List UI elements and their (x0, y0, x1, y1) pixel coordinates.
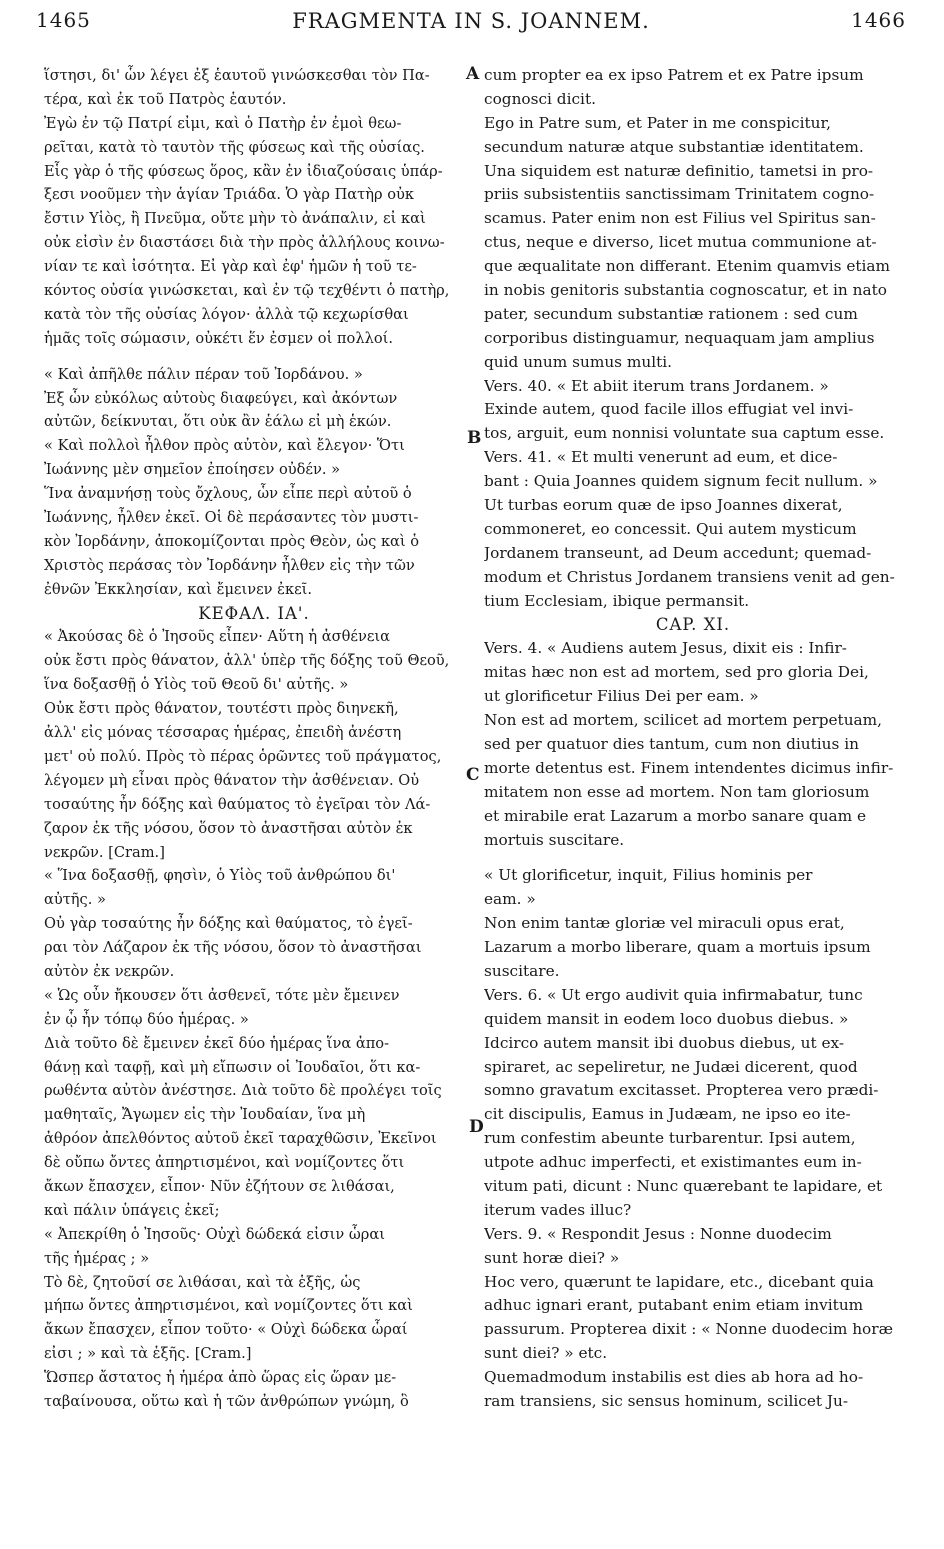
greek-text-line: « Ἀκούσας δὲ ὁ Ἰησοῦς εἶπεν· Αὕτη ἡ ἀσθένεια (44, 628, 390, 646)
latin-text-line: eam. » (484, 890, 536, 909)
greek-text-line: Ἐξ ὧν εὐκόλως αὐτοὺς διαφεύγει, καὶ ἀκόντων (44, 389, 398, 407)
running-title: FRAGMENTA IN S. JOANNEM. (292, 9, 650, 33)
latin-text-line: quidem mansit in eodem loco duobus diebus. » (484, 1009, 849, 1028)
greek-text-line: οὐκ εἰσὶν ἐν διαστάσει διὰ τὴν πρὸς ἀλλήλους κοινω- (44, 234, 445, 252)
greek-text-line: ἄκων ἔπασχεν, εἶπον τοῦτο· « Οὐχὶ δώδεκα ὧραί (44, 1321, 408, 1339)
greek-text-line: Οὐ γὰρ τοσαύτης ἦν δόξης καὶ θαύματος, τὸ ἐγεῖ- (44, 915, 413, 933)
greek-text-line: Διὰ τοῦτο δὲ ἔμεινεν ἐκεῖ δύο ἡμέρας ἵνα ἀπο- (44, 1034, 390, 1052)
latin-text-line: que æqualitate non differant. Etenim quamvis etiam (484, 257, 891, 276)
greek-text-line: ἀλλ' εἰς μόνας τέσσαρας ἡμέρας, ἐπειδὴ ἀνέστη (44, 724, 402, 742)
latin-text-line: Vers. 41. « Et multi venerunt ad eum, et dice- (484, 448, 838, 467)
latin-text-line: ut glorificetur Filius Dei per eam. » (484, 687, 759, 706)
greek-text-line: κόντος οὐσία γινώσκεται, καὶ ἐν τῷ τεχθέντι ὁ πατὴρ, (44, 282, 450, 300)
latin-text-line: Non enim tantæ gloriæ vel miraculi opus erat, (484, 914, 845, 933)
latin-text-line: Jordanem transeunt, ad Deum accedunt; quemad- (484, 543, 872, 562)
margin-marker-c: C (466, 765, 480, 785)
margin-marker-d: D (469, 1117, 484, 1137)
latin-text-line: cognosci dicit. (484, 89, 596, 108)
greek-text-line: ραι τὸν Λάζαρον ἐκ τῆς νόσου, ὅσον τὸ ἀναστῆσαι (44, 939, 422, 957)
latin-text-line: Hoc vero, quærunt te lapidare, etc., dicebant quia (484, 1272, 874, 1291)
greek-text-line: ζαρον ἐκ τῆς νόσου, ὅσον τὸ ἀναστῆσαι αὐτὸν ἐκ (44, 819, 413, 837)
latin-text-line: Vers. 6. « Ut ergo audivit quia infirmabatur, tunc (484, 985, 863, 1004)
page-header (36, 8, 906, 38)
latin-text-line: rum confestim abeunte turbarentur. Ipsi autem, (484, 1129, 856, 1148)
latin-text-line: Una siquidem est naturæ definitio, tametsi in pro- (484, 161, 874, 180)
latin-text-line: quid unum sumus multi. (484, 352, 673, 371)
greek-text-line: νίαν τε καὶ ἰσότητα. Εἰ γὰρ καὶ ἐφ' ἡμῶν ἡ τοῦ τε- (44, 258, 417, 276)
greek-text-line: ξεσι νοοῦμεν τὴν ἁγίαν Τριάδα. Ὁ γὰρ Πατὴρ οὐκ (44, 186, 414, 204)
latin-text-line: CAP. XI. (655, 615, 731, 635)
greek-text-line: ἵστησι, δι' ὧν λέγει ἐξ ἑαυτοῦ γινώσκεσθαι τὸν Πα- (44, 67, 430, 84)
greek-text-line: αὐτῶν, δείκνυται, ὅτι οὐκ ἂν ἑάλω εἰ μὴ ἑκών. (44, 413, 392, 431)
greek-text-line: « Ὡς οὖν ἤκουσεν ὅτι ἀσθενεῖ, τότε μὲν ἔμεινεν (44, 986, 400, 1004)
latin-text-line: iterum vades illuc? (484, 1200, 632, 1219)
margin-marker-a: A (466, 64, 480, 84)
greek-text-line: Τὸ δὲ, ζητοῦσί σε λιθάσαι, καὶ τὰ ἑξῆς, ὡς (44, 1273, 361, 1291)
latin-text-line: utpote adhuc imperfecti, et existimantes eum in- (484, 1153, 862, 1172)
greek-text-line: ταβαίνουσα, οὕτω καὶ ἡ τῶν ἀνθρώπων γνώμη, ὃ (44, 1392, 409, 1410)
greek-text-line: θάνῃ καὶ ταφῇ, καὶ μὴ εἴπωσιν οἱ Ἰουδαῖοι, ὅτι κα- (44, 1058, 421, 1076)
latin-text-line: morte detentus est. Finem intendentes dicimus infir- (484, 758, 894, 777)
latin-text-line: Idcirco autem mansit ibi duobus diebus, ut ex- (484, 1033, 845, 1052)
greek-text-line: μαθηταῖς, Ἄγωμεν εἰς τὴν Ἰουδαίαν, ἵνα μὴ (44, 1106, 366, 1124)
latin-text-line: et mirabile erat Lazarum a morbo sanare quam e (484, 806, 867, 825)
greek-text-line: « Ἀπεκρίθη ὁ Ἰησοῦς· Οὐχὶ δώδεκά εἰσιν ὧραι (44, 1225, 385, 1243)
greek-text-line: μήπω ὄντες ἀπηρτισμένοι, καὶ νομίζοντες ὅτι καὶ (44, 1297, 413, 1315)
latin-text-line: in nobis genitoris substantia cognoscatur, et in nato (484, 281, 887, 300)
margin-marker-b: B (467, 428, 482, 448)
latin-text-line: sunt horæ diei? » (484, 1248, 620, 1267)
latin-text-line: secundum naturæ atque substantiæ identitatem. (484, 137, 864, 156)
greek-text-line: αὐτῆς. » (44, 891, 106, 909)
latin-text-line: modum et Christus Jordanem transiens venit ad gen- (484, 567, 895, 586)
greek-text-line: νεκρῶν. [Cram.] (44, 843, 165, 861)
latin-text-line: Vers. 40. « Et abiit iterum trans Jordanem. » (484, 376, 829, 395)
page-number-right: 1466 (851, 8, 906, 32)
greek-text-line (44, 351, 464, 363)
latin-text-line: corporibus distinguamur, nequaquam jam amplius (484, 328, 875, 347)
latin-text-line: spiraret, ac sepeliretur, ne Judæi dicerent, quod (484, 1057, 858, 1076)
latin-text-line: Ut turbas eorum quæ de ipso Joannes dixerat, (484, 496, 843, 515)
latin-text-line: sed per quatuor dies tantum, cum non diutius in (484, 734, 859, 753)
greek-column (44, 64, 464, 1414)
greek-text-line: Ἵνα ἀναμνήσῃ τοὺς ὄχλους, ὧν εἶπε περὶ αὐτοῦ ὁ (44, 485, 412, 503)
latin-text-line: priis subsistentiis sanctissimam Trinitatem cogno- (484, 185, 875, 204)
greek-text-line: οὐκ ἔστι πρὸς θάνατον, ἀλλ' ὑπὲρ τῆς δόξης τοῦ Θεοῦ, (44, 652, 450, 670)
greek-text-line: Οὐκ ἔστι πρὸς θάνατον, τουτέστι πρὸς διηνεκῆ, (44, 700, 399, 718)
latin-text-line: tium Ecclesiam, ibique permansit. (484, 591, 750, 610)
greek-text-line: τέρα, καὶ ἐκ τοῦ Πατρὸς ἑαυτόν. (44, 90, 287, 108)
greek-text-line: ἄκων ἔπασχεν, εἶπον· Νῦν ἐζήτουν σε λιθάσαι, (44, 1177, 395, 1195)
latin-text-line: Ego in Patre sum, et Pater in me conspicitur, (484, 113, 831, 132)
latin-text-line (484, 852, 902, 864)
latin-text-line: scamus. Pater enim non est Filius vel Spiritus san- (484, 209, 876, 228)
greek-text-line: « Ἵνα δοξασθῇ, φησὶν, ὁ Υἱὸς τοῦ ἀνθρώπου δι' (44, 867, 396, 885)
latin-text-line: tos, arguit, eum nonnisi voluntate sua captum esse. (484, 424, 885, 443)
greek-text-line: λέγομεν μὴ εἶναι πρὸς θάνατον τὴν ἀσθένειαν. Οὐ (44, 771, 420, 789)
greek-text-line: Εἷς γὰρ ὁ τῆς φύσεως ὅρος, κἂν ἐν ἰδιαζούσαις ὑπάρ- (44, 162, 443, 180)
latin-text-line: suscitare. (484, 961, 560, 980)
greek-text-line: ἡμᾶς τοῖς σώμασιν, οὐκέτι ἕν ἐσμεν οἱ πολλοί. (44, 329, 393, 347)
latin-text-line: Non est ad mortem, scilicet ad mortem perpetuam, (484, 711, 883, 730)
latin-text-line: mortuis suscitare. (484, 830, 625, 849)
greek-text-line: « Καὶ πολλοὶ ἦλθον πρὸς αὐτὸν, καὶ ἔλεγον· Ὅτι (44, 437, 405, 455)
greek-text-line: Ἐγὼ ἐν τῷ Πατρί εἰμι, καὶ ὁ Πατὴρ ἐν ἐμοὶ θεω- (44, 114, 402, 132)
latin-text-line: mitatem non esse ad mortem. Non tam gloriosum (484, 782, 870, 801)
greek-text-line: τοσαύτης ἦν δόξης καὶ θαύματος τὸ ἐγεῖραι τὸν Λά- (44, 795, 431, 813)
latin-column (484, 64, 902, 1414)
greek-text-line: κὸν Ἰορδάνην, ἀποκομίζονται πρὸς Θεὸν, ὡς καὶ ὁ (44, 532, 420, 550)
greek-text-line: ΚΕΦΑΛ. ΙΑ'. (198, 603, 310, 623)
greek-text-line: Ἰωάννης μὲν σημεῖον ἐποίησεν οὐδέν. » (44, 461, 341, 479)
latin-text-line: ctus, neque e diverso, licet mutua communione at- (484, 233, 877, 252)
greek-text-line: ἐθνῶν Ἐκκλησίαν, καὶ ἔμεινεν ἐκεῖ. (44, 580, 313, 598)
latin-text-line: Vers. 4. « Audiens autem Jesus, dixit eis : Infir- (484, 639, 847, 658)
greek-text-line: ἀθρόον ἀπελθόντος αὐτοῦ ἐκεῖ ταραχθῶσιν, Ἐκεῖνοι (44, 1130, 437, 1148)
latin-text-line: pater, secundum substantiæ rationem : sed cum (484, 304, 858, 323)
greek-text-line: Χριστὸς περάσας τὸν Ἰορδάνην ἦλθεν εἰς τὴν τῶν (44, 556, 415, 574)
latin-text-line: ram transiens, sic sensus hominum, scilicet Ju- (484, 1391, 849, 1410)
greek-text-line: ἔστιν Υἱὸς, ἢ Πνεῦμα, οὔτε μὴν τὸ ἀνάπαλιν, εἰ καὶ (44, 210, 426, 228)
latin-text-line: cit discipulis, Eamus in Judæam, ne ipso eo ite- (484, 1105, 851, 1124)
greek-text-line: τῆς ἡμέρας ; » (44, 1249, 150, 1267)
latin-text-line: somno gravatum excitasset. Propterea vero prædi- (484, 1081, 879, 1100)
latin-text-line: Quemadmodum instabilis est dies ab hora ad ho- (484, 1368, 864, 1387)
greek-text-line: κατὰ τὸν τῆς οὐσίας λόγον· ἀλλὰ τῷ κεχωρίσθαι (44, 305, 409, 323)
latin-text-line: adhuc ignari erant, putabant enim etiam invitum (484, 1296, 864, 1315)
greek-text-line: καὶ πάλιν ὑπάγεις ἐκεῖ; (44, 1201, 220, 1219)
greek-text-line: αὐτὸν ἐκ νεκρῶν. (44, 962, 175, 980)
page-number-left: 1465 (36, 8, 91, 32)
greek-text-line: ἵνα δοξασθῇ ὁ Υἱὸς τοῦ Θεοῦ δι' αὐτῆς. » (44, 676, 349, 694)
greek-text-line: ρωθέντα αὐτὸν ἀνέστησε. Διὰ τοῦτο δὲ προλέγει τοῖς (44, 1082, 442, 1100)
greek-text-line: μετ' οὐ πολύ. Πρὸς τὸ πέρας ὁρῶντες τοῦ πράγματος, (44, 747, 442, 765)
greek-text-line: δὲ οὔπω ὄντες ἀπηρτισμένοι, καὶ νομίζοντες ὅτι (44, 1154, 405, 1172)
greek-text-line: Ὥσπερ ἄστατος ἡ ἡμέρα ἀπὸ ὥρας εἰς ὥραν με- (44, 1369, 397, 1387)
greek-text-line: ἐν ᾧ ἦν τόπῳ δύο ἡμέρας. » (44, 1010, 249, 1028)
latin-text-line: sunt diei? » etc. (484, 1344, 608, 1363)
latin-text-line: bant : Quia Joannes quidem signum fecit nullum. » (484, 472, 878, 491)
latin-text-line: vitum pati, dicunt : Nunc quærebant te lapidare, et (484, 1176, 883, 1195)
greek-text-line: Ἰωάννης, ἦλθεν ἐκεῖ. Οἱ δὲ περάσαντες τὸν μυστι- (44, 509, 419, 527)
latin-text-line: « Ut glorificetur, inquit, Filius hominis per (484, 866, 813, 885)
greek-text-line: « Καὶ ἀπῆλθε πάλιν πέραν τοῦ Ἰορδάνου. » (44, 365, 363, 383)
latin-text-line: Vers. 9. « Respondit Jesus : Nonne duodecim (484, 1224, 832, 1243)
latin-text-line: passurum. Propterea dixit : « Nonne duodecim horæ (484, 1320, 893, 1339)
greek-text-line: ρεῖται, κατὰ τὸ ταυτὸν τῆς φύσεως καὶ τῆς οὐσίας. (44, 138, 425, 156)
latin-text-line: Exinde autem, quod facile illos effugiat vel invi- (484, 400, 854, 419)
latin-text-line: cum propter ea ex ipso Patrem et ex Patre ipsum (484, 66, 864, 84)
latin-text-line: commoneret, eo concessit. Qui autem mysticum (484, 519, 857, 538)
greek-text-line: εἰσι ; » καὶ τὰ ἑξῆς. [Cram.] (44, 1345, 252, 1363)
latin-text-line: Lazarum a morbo liberare, quam a mortuis ipsum (484, 938, 871, 957)
latin-text-line: mitas hæc non est ad mortem, sed pro gloria Dei, (484, 663, 869, 682)
